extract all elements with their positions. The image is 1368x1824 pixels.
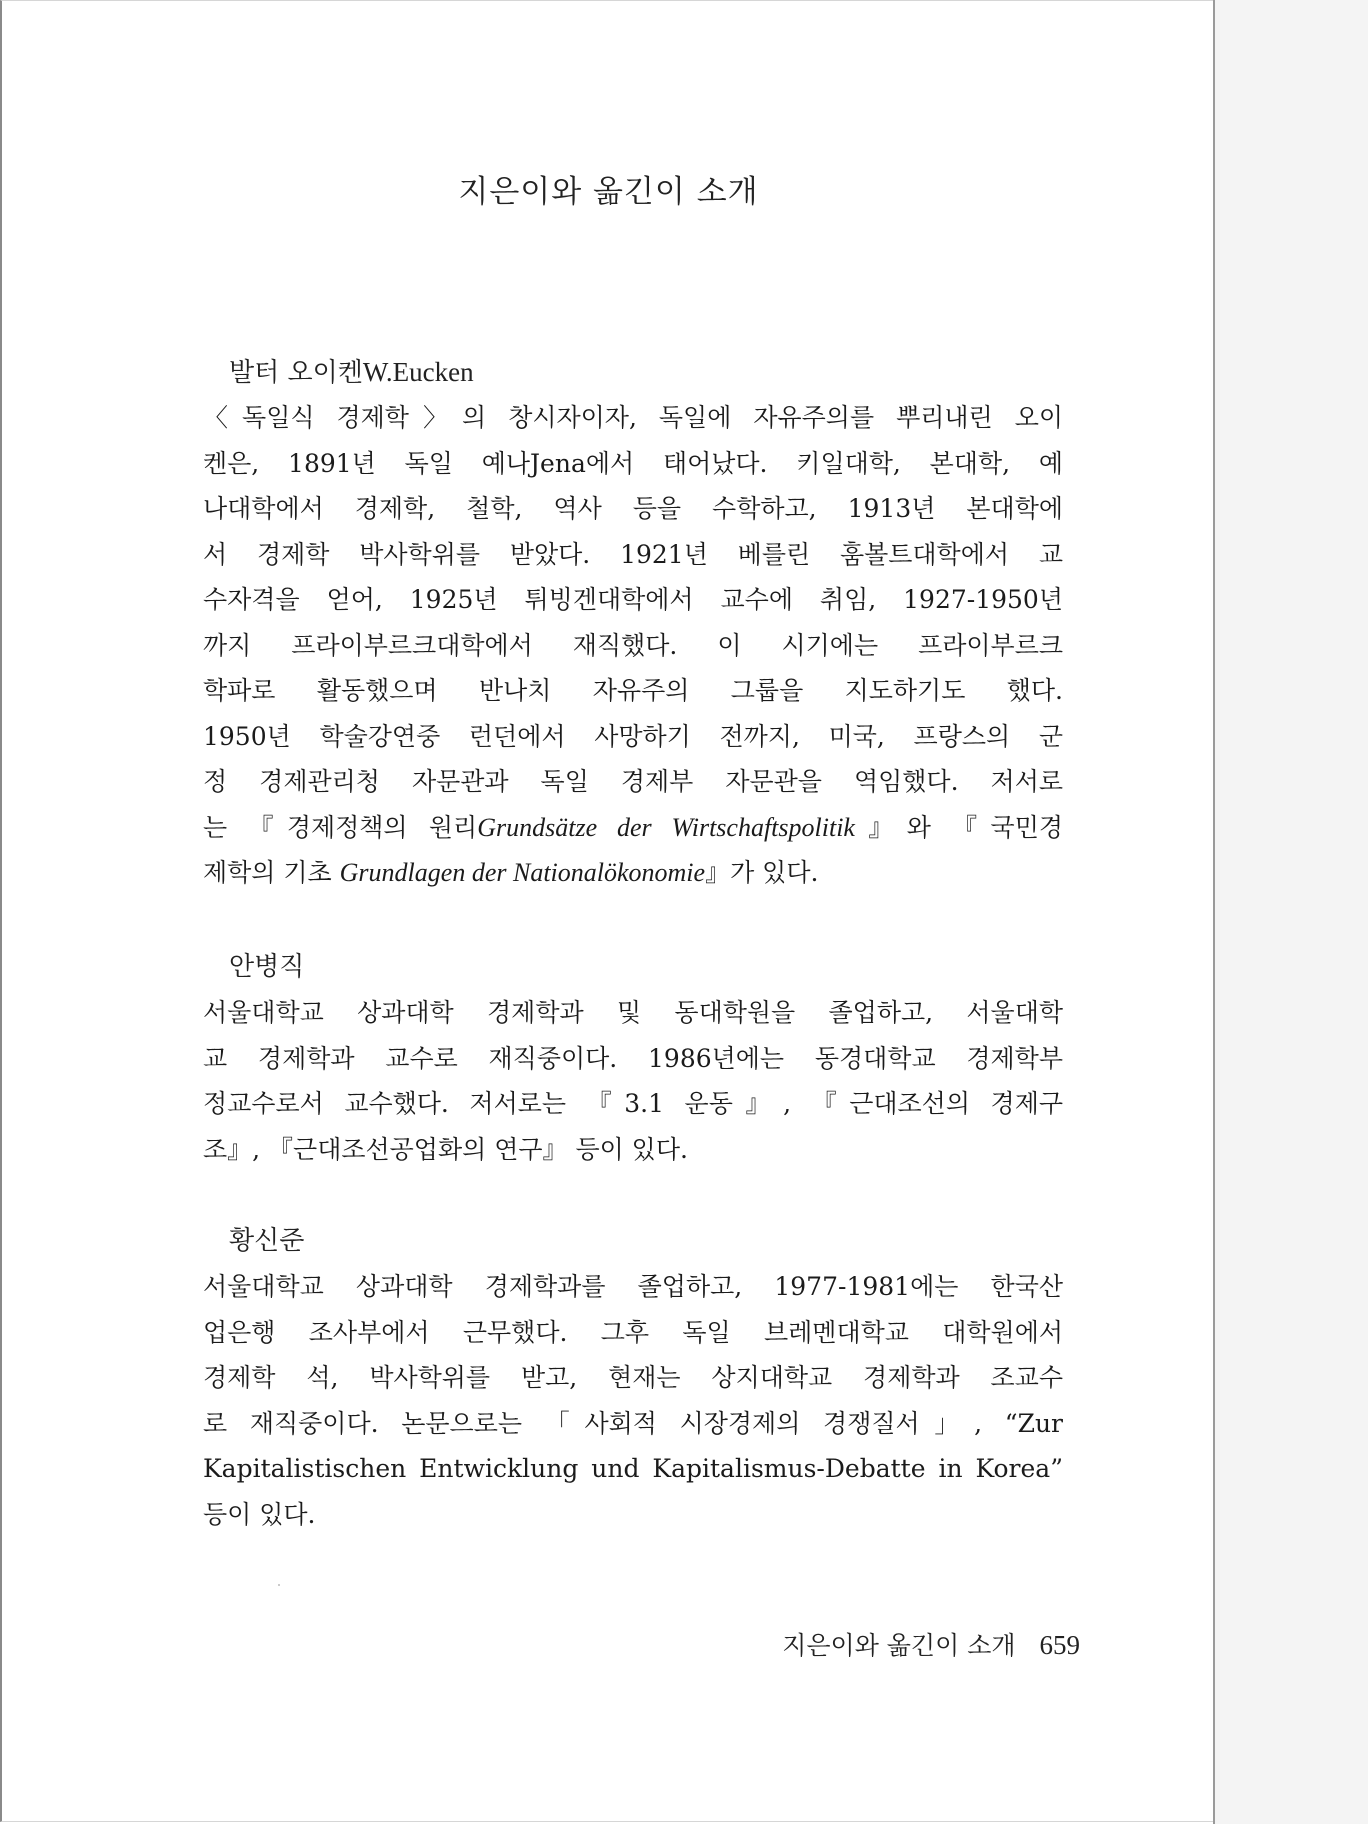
- body-line-with-title: [203, 850, 1063, 896]
- page-title: 지은이와 옮긴이 소개: [458, 174, 759, 210]
- body-line: 켄은, 1891년 독일 예나Jena에서 태어났다. 키일대학, 본대학, 예: [203, 448, 1063, 478]
- body-line: 까지 프라이부르크대학에서 재직했다. 이 시기에는 프라이부르크: [203, 630, 1063, 660]
- line-text: 는 『경제정책의 원리: [203, 812, 478, 842]
- body-line: 나대학에서 경제학, 철학, 역사 등을 수학하고, 1913년 본대학에: [203, 494, 1063, 523]
- translator-entry-hwang: [203, 1218, 1063, 1537]
- body-line-with-title: [203, 805, 1063, 851]
- entry-heading: [229, 944, 1063, 990]
- body-line: 교 경제학과 교수로 재직중이다. 1986년에는 동경대학교 경제학부: [203, 1043, 1063, 1073]
- body-line: 서 경제학 박사학위를 받았다. 1921년 베를린 훔볼트대학에서 교: [203, 539, 1063, 569]
- name-korean: 안병직: [229, 952, 305, 982]
- book-title-italic: Grundsätze der Wirtschaftspolitik: [477, 812, 855, 842]
- name-korean: 발터 오이켄: [229, 358, 363, 388]
- translator-entry-ahn: [203, 944, 1063, 1172]
- page-footer: [0, 1626, 1080, 1662]
- book-title-italic: Grundlagen der Nationalökonomie: [339, 858, 706, 887]
- running-title: 지은이와 옮긴이 소개: [782, 1631, 1016, 1660]
- entry-heading: [229, 1218, 1063, 1264]
- entry-body: [203, 990, 1063, 1172]
- body-line: 수자격을 얻어, 1925년 튀빙겐대학에서 교수에 취임, 1927-1950년: [203, 585, 1063, 614]
- body-line: 서울대학교 상과대학 경제학과 및 동대학원을 졸업하고, 서울대학: [203, 998, 1063, 1027]
- body-line: 등이 있다.: [203, 1499, 316, 1529]
- body-line: 업은행 조사부에서 근무했다. 그후 독일 브레멘대학교 대학원에서: [203, 1317, 1063, 1347]
- line-text: 』가 있다.: [705, 858, 819, 887]
- entry-body: [203, 1264, 1063, 1537]
- body-line: 정 경제관리청 자문관과 독일 경제부 자문관을 역임했다. 저서로: [203, 767, 1063, 796]
- entry-body: [203, 395, 1063, 896]
- scan-speck: [278, 1584, 280, 1586]
- name-latin: W.Eucken: [362, 357, 474, 387]
- body-line: 1950년 학술강연중 런던에서 사망하기 전까지, 미국, 프랑스의 군: [203, 721, 1063, 751]
- author-entry-eucken: [203, 349, 1063, 896]
- body-line: 경제학 석, 박사학위를 받고, 현재는 상지대학교 경제학과 조교수: [203, 1363, 1063, 1392]
- body-line: 조』, 『근대조선공업화의 연구』 등이 있다.: [203, 1134, 688, 1164]
- body-line: 〈독일식 경제학〉의 창시자이자, 독일에 자유주의를 뿌리내린 오이: [203, 403, 1063, 432]
- line-text: 제학의 기초: [203, 858, 340, 887]
- page-number: 659: [1039, 1630, 1080, 1660]
- line-text: 』와 『국민경: [854, 812, 1063, 842]
- body-line: 서울대학교 상과대학 경제학과를 졸업하고, 1977-1981에는 한국산: [203, 1272, 1063, 1301]
- body-line: 정교수로서 교수했다. 저서로는 『3.1 운동』, 『근대조선의 경제구: [203, 1089, 1063, 1118]
- viewer-side-margin: [1213, 0, 1368, 1824]
- name-korean: 황신준: [229, 1226, 305, 1256]
- body-line: Kapitalistischen Entwicklung und Kapitalismus-Debatte in Korea”: [203, 1454, 1063, 1483]
- body-line: 학파로 활동했으며 반나치 자유주의 그룹을 지도하기도 했다.: [203, 676, 1063, 705]
- entry-heading: [229, 349, 1063, 395]
- body-line: 로 재직중이다. 논문으로는 「사회적 시장경제의 경쟁질서」, “Zur: [203, 1408, 1063, 1438]
